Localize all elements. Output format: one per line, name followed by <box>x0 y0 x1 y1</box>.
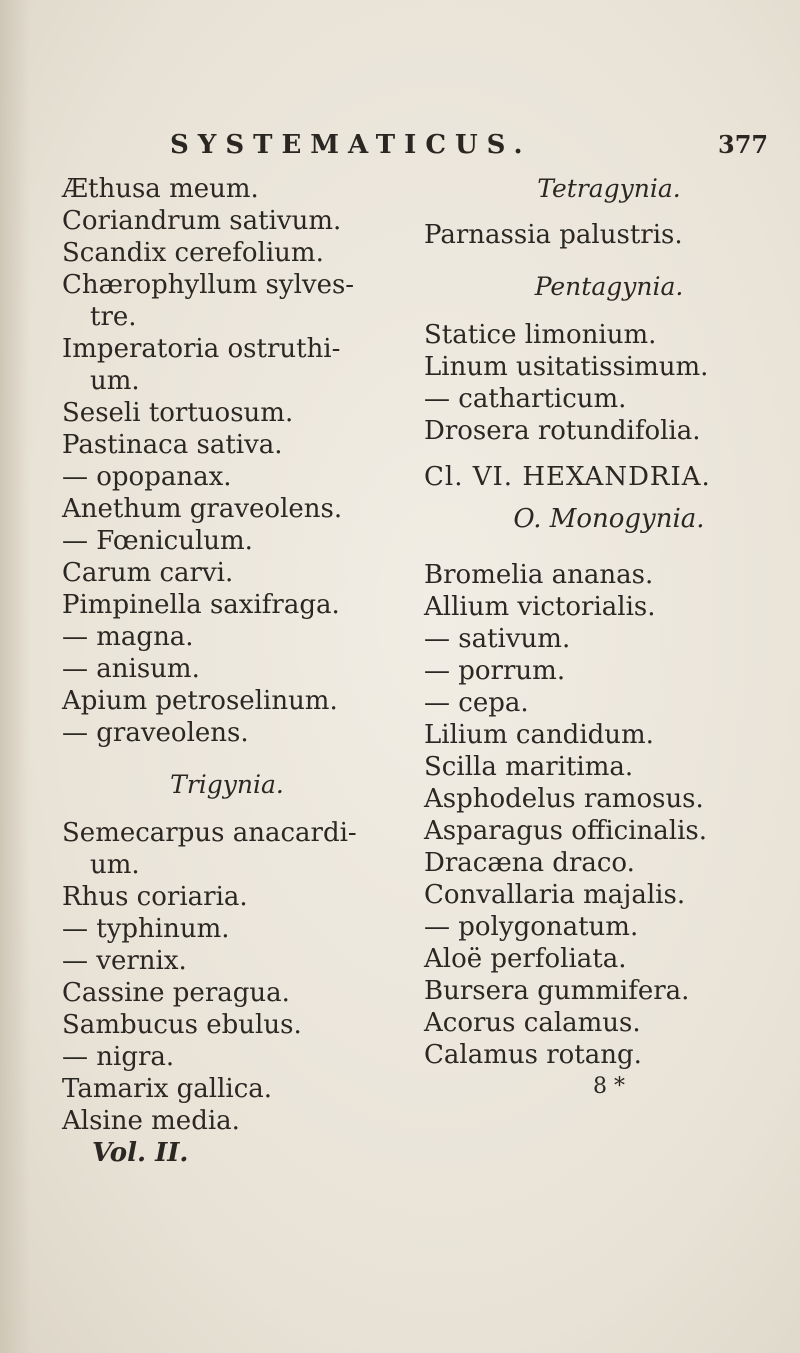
plant-entry: Coriandrum sativum. <box>62 206 342 236</box>
plant-entry: Lilium candidum. <box>424 720 654 750</box>
running-header <box>170 130 770 170</box>
gathering-signature: 8 * <box>593 1074 625 1099</box>
plant-entry: — vernix. <box>62 946 187 976</box>
class-heading: Cl. VI. HEXANDRIA. <box>424 462 711 492</box>
plant-entry: Tamarix gallica. <box>62 1074 273 1104</box>
plant-entry: Parnassia palustris. <box>424 220 683 250</box>
plant-entry: Acorus calamus. <box>424 1008 641 1038</box>
plant-entry-continuation: um. <box>90 366 140 396</box>
plant-entry: — catharticum. <box>424 384 627 414</box>
page-number: 377 <box>718 130 769 159</box>
plant-entry: Asparagus officinalis. <box>424 816 707 846</box>
plant-entry: — Fœniculum. <box>62 526 253 556</box>
plant-entry: — sativum. <box>424 624 571 654</box>
plant-entry: Semecarpus anacardi- <box>62 818 357 848</box>
plant-entry: Sambucus ebulus. <box>62 1010 302 1040</box>
right-column <box>424 173 794 1103</box>
plant-entry: Allium victorialis. <box>424 592 656 622</box>
plant-entry-continuation: tre. <box>90 302 137 332</box>
plant-entry: Apium petroselinum. <box>62 686 338 716</box>
plant-entry: — graveolens. <box>62 718 249 748</box>
plant-entry: Convallaria majalis. <box>424 880 686 910</box>
plant-entry: Dracæna draco. <box>424 848 635 878</box>
running-title: SYSTEMATICUS. <box>170 130 532 160</box>
plant-entry: Pastinaca sativa. <box>62 430 283 460</box>
plant-entry: — polygonatum. <box>424 912 639 942</box>
plant-entry: Seseli tortuosum. <box>62 398 294 428</box>
plant-entry: Linum usitatissimum. <box>424 352 709 382</box>
plant-entry: — magna. <box>62 622 194 652</box>
plant-entry: Cassine peragua. <box>62 978 290 1008</box>
plant-entry: — porrum. <box>424 656 566 686</box>
plant-entry: Drosera rotundifolia. <box>424 416 701 446</box>
left-column <box>62 173 392 1169</box>
plant-entry: — nigra. <box>62 1042 175 1072</box>
plant-entry: Anethum graveolens. <box>62 494 343 524</box>
plant-entry: Asphodelus ramosus. <box>424 784 704 814</box>
plant-entry: Bursera gummifera. <box>424 976 690 1006</box>
plant-entry: Pimpinella saxifraga. <box>62 590 340 620</box>
plant-entry: Rhus coriaria. <box>62 882 248 912</box>
volume-signature: Vol. II. <box>92 1138 189 1168</box>
plant-entry: Scilla maritima. <box>424 752 634 782</box>
plant-entry: Scandix cerefolium. <box>62 238 324 268</box>
plant-entry: Statice limonium. <box>424 320 657 350</box>
plant-entry: Calamus rotang. <box>424 1040 642 1070</box>
plant-entry: — anisum. <box>62 654 200 684</box>
plant-entry: Chærophyllum sylves- <box>62 270 355 300</box>
section-heading-trigynia: Trigynia. <box>170 770 284 799</box>
plant-entry: — cepa. <box>424 688 529 718</box>
plant-entry: Bromelia ananas. <box>424 560 654 590</box>
plant-entry: — opopanax. <box>62 462 232 492</box>
plant-entry: — typhinum. <box>62 914 230 944</box>
plant-entry-continuation: um. <box>90 850 140 880</box>
order-heading: O. Monogynia. <box>513 504 705 534</box>
plant-entry: Imperatoria ostruthi- <box>62 334 341 364</box>
section-heading-pentagynia: Pentagynia. <box>534 272 684 301</box>
plant-entry: Æthusa meum. <box>62 174 259 204</box>
plant-entry: Carum carvi. <box>62 558 234 588</box>
plant-entry: Alsine media. <box>62 1106 240 1136</box>
page-edge-shadow <box>0 0 30 1353</box>
plant-entry: Aloë perfoliata. <box>424 944 627 974</box>
section-heading-tetragynia: Tetragynia. <box>537 174 681 203</box>
